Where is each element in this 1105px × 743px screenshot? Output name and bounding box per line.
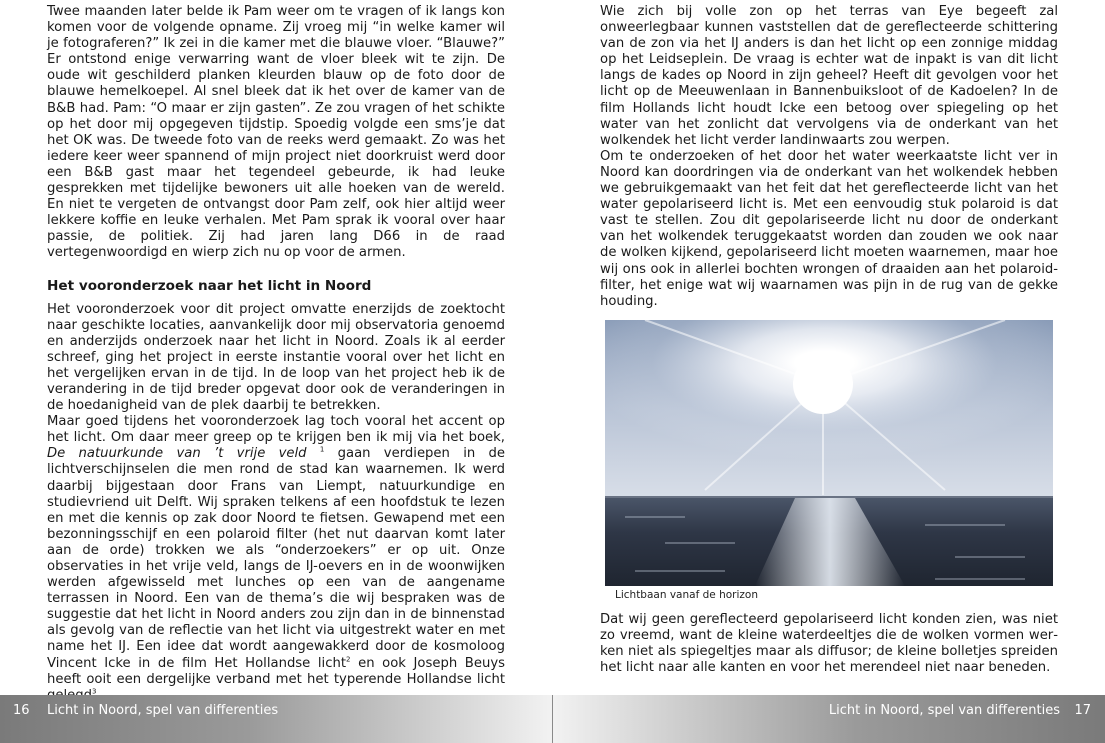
right-page-number: 17 xyxy=(1074,703,1091,718)
left-text-column xyxy=(47,4,505,704)
p3-text-after: gaan verdiepen in de lichtverschijnselen die men rond de stad kan waarnemen. Ik werd daarbij bijgestaan door Frans van Liempt, natuurkundige en studievriend uit Delft. Wij spraken telkens af een hoofdstuk te lezen en met die kennis op zak door Noord te fietsen. Gewapend met een bezonningsschijf en een polaroid filter (het nut daarvan komt later aan de orde) trokken we als “onderzoekers” er op uit. Onze observaties in het vrije veld, langs de IJ-oevers en in de woonwijken werden afgewisseld met lunches op een van de aangename terrassen in Noord. Een van de thema’s die wij bespraken was de suggestie dat het licht in Noord anders zou zijn dan in de binnenstad als gevolg van de reflectie van het licht via uitgestrekt water en met name het IJ. Een idee dat wordt aangewakkerd door de kosmoloog Vincent Icke in de film Het Hollandse licht xyxy=(47,446,505,671)
right-text-after-photo xyxy=(600,612,1058,676)
right-footer xyxy=(553,695,1105,743)
left-paragraph-2: Het vooronderzoek voor dit project omvatte enerzijds de zoektocht naar geschikte locaties, aanvankelijk door mij observatoria genoemd en anderzijds onderzoek naar het licht in Noord. Zoals ik al eerder schreef, ging het project in eerste instantie vooral over het licht en het vergelijken ervan in de tijd. In de loop van het project heb ik de verandering in de tijd breder opgevat door ook de veranderingen in de hoedanigheid van de plek daarbij te betrekken. xyxy=(47,301,505,414)
left-page xyxy=(0,0,552,695)
right-paragraph-2: Om te onderzoeken of het door het water weerkaatste licht ver in Noord kan doordringen via de onderkant van het wolkendek hebben we gebruikgemaakt van het feit dat het gereflecteerde licht van het water gepolariseerd licht is. Met een eenvoudig stuk polaroid is dat vast te stellen. Zou dit gepolariseerde licht nu door de onderkant van het wolkendek teruggekaatst worden dan zouden we ook naar de wolken kijkend, gepolariseerd licht moeten waarnemen, maar hoe wij ons ook in allerlei bochten wrongen of draaiden aan het polaroidfilter, het enige wat wij waarnamen was pijn in de rug van de gekke houding. xyxy=(600,148,1058,309)
right-text-column xyxy=(600,4,1058,310)
footnote-ref-3: 3 xyxy=(92,687,97,696)
right-paragraph-1: Wie zich bij volle zon op het terras van Eye begeeft zal onweerlegbaar kunnen vaststellen dat de gereflecteerde schittering van de zon via het IJ anders is dan het licht op een zonnige middag op het Leidseplein. De vraag is echter wat de inpakt is van dit licht langs de kades op Noord in zijn geheel? Heeft dit gevolgen voor het licht op de Meeuwenlaan in Bannenbuiksloot of de Kadoelen? In de film Hollands licht houdt Icke een betoog over spiegeling op het water van het zonlicht dat vervolgens via de onderkant van het wolkendek het licht verder landinwaarts zou werpen. xyxy=(600,4,1058,148)
p3-text-end: en ook Joseph Beuys heeft ooit een dergelijke verband met het typerende Hollandse licht xyxy=(47,655,505,687)
left-page-number: 16 xyxy=(13,703,30,718)
footnote-ref-2: 2 xyxy=(346,655,351,664)
book-title: De natuurkunde van ’t vrije veld xyxy=(47,446,307,462)
right-page xyxy=(553,0,1105,695)
footnote-ref-1: 1 xyxy=(319,445,325,454)
sunlight-over-water-photo xyxy=(605,320,1053,586)
right-paragraph-3: Dat wij geen gereflecteerd gepolariseerd licht konden zien, was niet zo vreemd, want de kleine waterdeeltjes die de wolken vormen werken niet als spiegeltjes maar als diffusor; de kleine bolletjes spreiden het licht naar alle kanten en voor het merendeel niet naar beneden. xyxy=(600,612,1058,676)
left-paragraph-1: Twee maanden later belde ik Pam weer om te vragen of ik langs kon komen voor de volgende opname. Zij vroeg mij “in welke kamer wil je fotograferen?” Ik zei in die kamer met die blauwe vloer. “Blauwe?” Er ontstond enige verwarring want de vloer bleek wit te zijn. De oude wit geschilderd planken kleurden blauw op de foto door de blauwe hemelkoepel. Al snel bleek dat ik het over de kamer van de B&B had. Pam: “O maar er zijn gasten”. Ze zou vragen of het schikte op het door mij opgegeven tijdstip. Spoedig volgde een sms’je dat het OK was. De tweede foto van de reeks werd gemaakt. Zo was het iedere keer weer spannend of mijn project niet doorkruist werd door een B&B gast maar het tegendeel gebeurde, ik had leuke gesprekken met tijdelijke bewoners uit alle hoeken van de wereld. En niet te vergeten de ontvangst door Pam zelf, ook hier altijd weer lekkere koffie en leuke verhalen. Met Pam sprak ik vooral over haar passie, de politiek. Zij had jaren lang D66 in de raad vertegenwoordigd en wierp zich nu op voor de armen. xyxy=(47,4,505,261)
p3-text-before: Maar goed tijdens het vooronderzoek lag toch vooral het accent op het licht. Om daar meer greep op te krijgen ben ik mij via het boek, xyxy=(47,414,505,446)
left-running-title: Licht in Noord, spel van differenties xyxy=(47,703,279,718)
photo-caption: Lichtbaan vanaf de horizon xyxy=(615,589,758,601)
right-running-title: Licht in Noord, spel van differenties xyxy=(828,703,1060,718)
left-footer xyxy=(0,695,552,743)
left-paragraph-3 xyxy=(47,414,505,704)
section-heading: Het vooronderzoek naar het licht in Noord xyxy=(47,277,372,294)
